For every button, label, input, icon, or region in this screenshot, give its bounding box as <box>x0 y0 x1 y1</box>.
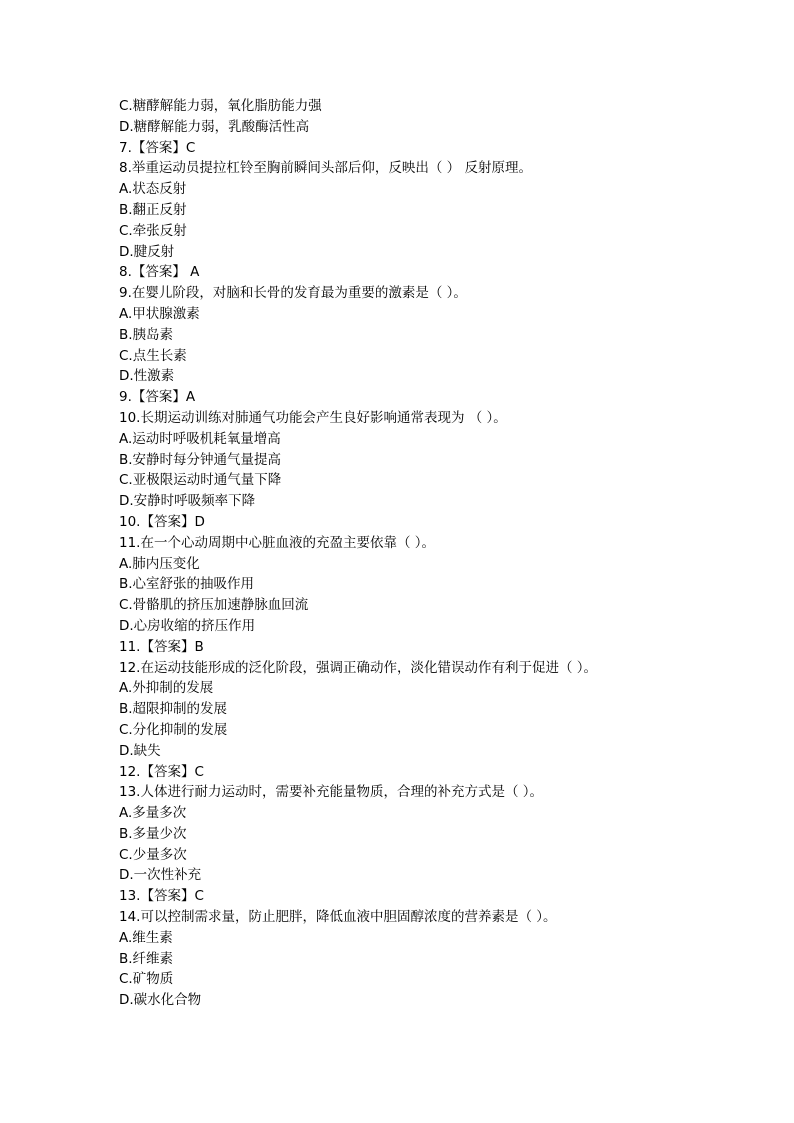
question-line: 12.在运动技能形成的泛化阶段，强调正确动作，淡化错误动作有利于促进（ ）。 <box>119 659 598 676</box>
option-line: B.安静时每分钟通气量提高 <box>119 451 282 468</box>
option-line: C.分化抑制的发展 <box>119 721 228 738</box>
option-line: A.维生素 <box>119 929 173 946</box>
question-line: 9.在婴儿阶段，对脑和长骨的发育最为重要的激素是（ ）。 <box>119 285 467 302</box>
option-line: C.糖酵解能力弱，氧化脂肪能力强 <box>119 98 322 114</box>
option-line: D.安静时呼吸频率下降 <box>119 493 256 510</box>
option-line: D.心房收缩的挤压作用 <box>119 617 256 634</box>
option-line: B.胰岛素 <box>119 326 174 343</box>
option-line: D.腱反射 <box>119 243 175 260</box>
option-line: B.心室舒张的抽吸作用 <box>119 576 255 593</box>
question-line: 14.可以控制需求量，防止肥胖，降低血液中胆固醇浓度的营养素是（ ）。 <box>119 909 557 926</box>
option-line: A.肺内压变化 <box>119 555 200 572</box>
option-line: D.一次性补充 <box>119 867 202 884</box>
option-line: A.运动时呼吸机耗氧量增高 <box>119 430 281 447</box>
option-line: C.亚极限运动时通气量下降 <box>119 472 282 489</box>
option-line: D.糖酵解能力弱，乳酸酶活性高 <box>119 118 310 135</box>
option-line: D.性激素 <box>119 368 175 385</box>
answer-line: 12.【答案】C <box>119 763 204 780</box>
document-page <box>119 96 719 1011</box>
option-line: C.少量多次 <box>119 846 187 863</box>
option-line: A.外抑制的发展 <box>119 680 214 697</box>
answer-line: 13.【答案】C <box>119 888 204 905</box>
answer-line: 10.【答案】D <box>119 513 205 530</box>
answer-line: 9.【答案】A <box>119 389 196 406</box>
option-line: C.矿物质 <box>119 971 174 988</box>
option-line: C.点生长素 <box>119 347 187 364</box>
option-line: A.甲状腺激素 <box>119 305 200 322</box>
answer-line: 11.【答案】B <box>119 638 204 655</box>
option-line: B.超限抑制的发展 <box>119 701 228 718</box>
option-line: C.牵张反射 <box>119 222 187 239</box>
option-line: A.多量多次 <box>119 805 187 822</box>
option-line: B.纤维素 <box>119 950 174 967</box>
question-line: 10.长期运动训练对肺通气功能会产生良好影响通常表现为 （ ）。 <box>119 409 507 426</box>
option-line: D.缺失 <box>119 742 161 759</box>
option-line: B.多量少次 <box>119 825 187 842</box>
option-line: C.骨骼肌的挤压加速静脉血回流 <box>119 597 309 614</box>
question-line: 8.举重运动员提拉杠铃至胸前瞬间头部后仰，反映出（ ） 反射原理。 <box>119 160 532 177</box>
option-line: A.状态反射 <box>119 181 187 198</box>
option-line: D.碳水化合物 <box>119 992 202 1009</box>
answer-line: 7.【答案】C <box>119 139 196 156</box>
answer-line: 8.【答案】 A <box>119 264 200 281</box>
option-line: B.翻正反射 <box>119 201 187 218</box>
question-line: 11.在一个心动周期中心脏血液的充盈主要依靠（ ）。 <box>119 534 436 551</box>
question-line: 13.人体进行耐力运动时，需要补充能量物质，合理的补充方式是（ ）。 <box>119 784 544 801</box>
